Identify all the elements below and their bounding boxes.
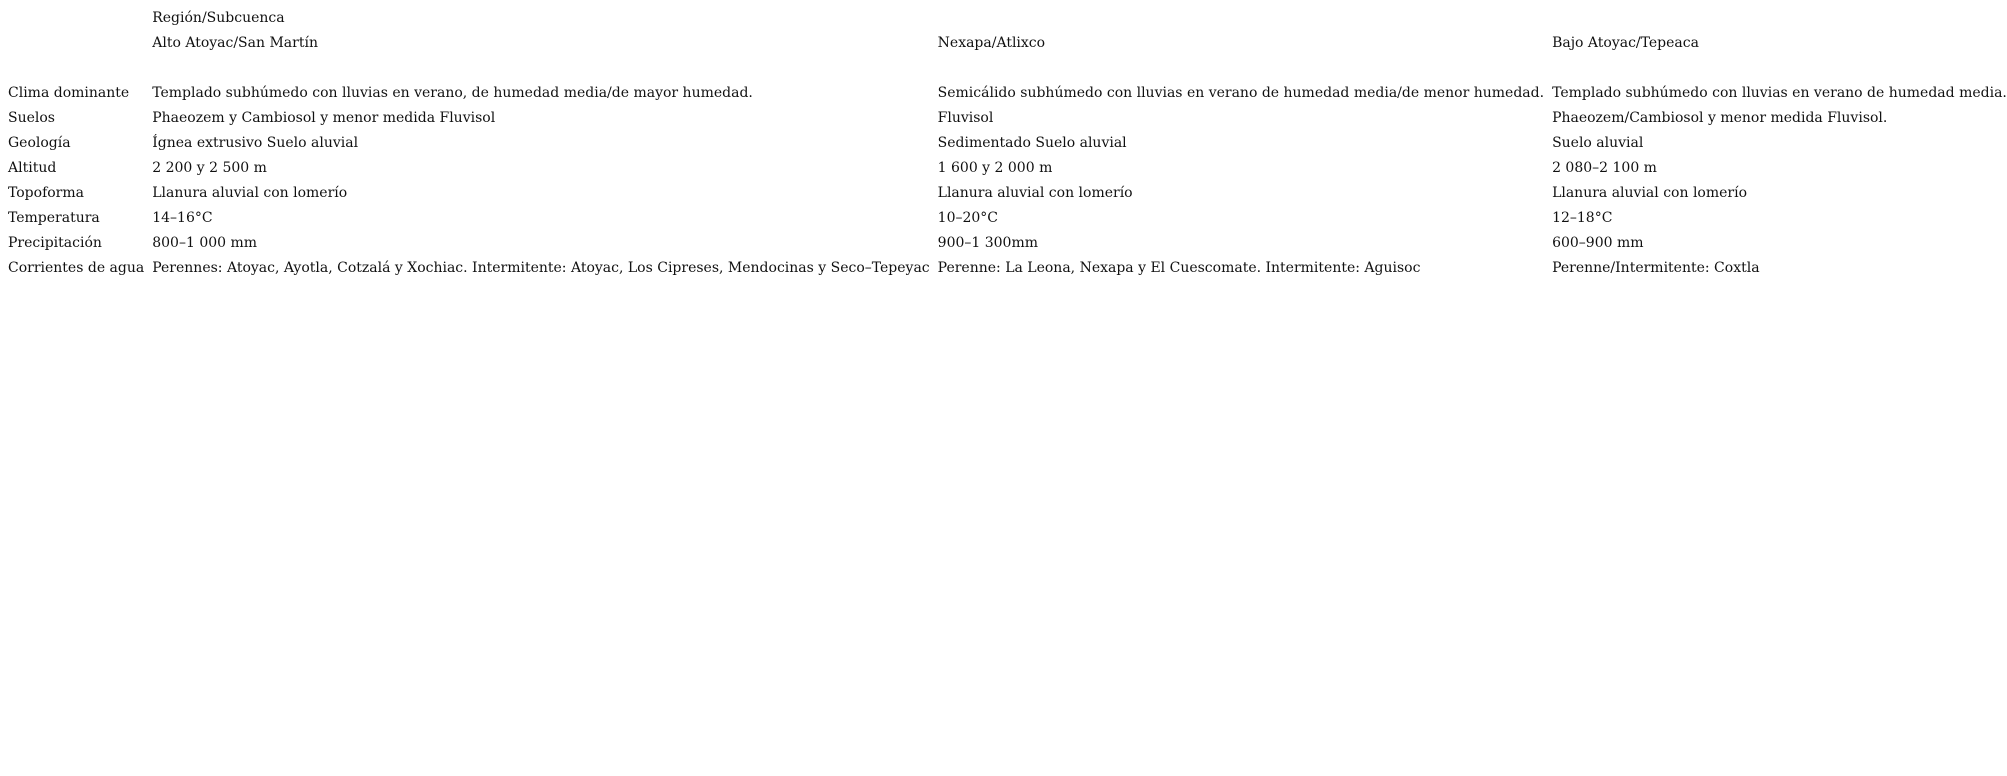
table-cell: Llanura aluvial con lomerío bbox=[1552, 185, 1748, 201]
table-cell: Sedimentado Suelo aluvial bbox=[937, 135, 1127, 151]
table-cell: 14–16°C bbox=[152, 210, 213, 226]
table-cell: Ígnea extrusivo Suelo aluvial bbox=[152, 135, 359, 151]
column-header: Alto Atoyac/San Martín bbox=[152, 35, 318, 51]
table-row bbox=[0, 256, 2007, 281]
table-cell: Llanura aluvial con lomerío bbox=[937, 185, 1133, 201]
table-cell: Phaeozem y Cambiosol y menor medida Fluvisol bbox=[152, 110, 496, 126]
row-label: Corrientes de agua bbox=[8, 260, 145, 276]
table-cell: Templado subhúmedo con lluvias en verano, de humedad media/de mayor humedad. bbox=[152, 85, 753, 101]
table-row bbox=[0, 181, 2007, 206]
table-cell: Llanura aluvial con lomerío bbox=[152, 185, 348, 201]
table-cell: Perenne: La Leona, Nexapa y El Cuescomate. Intermitente: Aguisoc bbox=[937, 260, 1421, 276]
row-label: Clima dominante bbox=[8, 85, 130, 101]
table-row bbox=[0, 231, 2007, 256]
corner-cell bbox=[0, 31, 144, 56]
row-label: Topoforma bbox=[8, 185, 84, 201]
spacer-row bbox=[0, 56, 2007, 81]
table-cell: Perennes: Atoyac, Ayotla, Cotzalá y Xochiac. Intermitente: Atoyac, Los Cipreses, Mendocinas y Seco–Tepeyac bbox=[152, 260, 930, 276]
table-row bbox=[0, 156, 2007, 181]
table-cell: 1 600 y 2 000 m bbox=[937, 160, 1053, 176]
row-label: Suelos bbox=[8, 110, 55, 126]
corner-cell bbox=[0, 6, 144, 31]
table-cell: 2 080–2 100 m bbox=[1552, 160, 1657, 176]
table-cell: 600–900 mm bbox=[1552, 235, 1644, 251]
column-header-row bbox=[0, 31, 2007, 56]
column-header: Nexapa/Atlixco bbox=[937, 35, 1046, 51]
table-cell: Semicálido subhúmedo con lluvias en verano de humedad media/de menor humedad. bbox=[937, 85, 1545, 101]
row-label: Altitud bbox=[8, 160, 57, 176]
table-cell: 12–18°C bbox=[1552, 210, 1613, 226]
table-row bbox=[0, 106, 2007, 131]
table-row bbox=[0, 206, 2007, 231]
table-cell: 900–1 300mm bbox=[937, 235, 1039, 251]
table-cell: Suelo aluvial bbox=[1552, 135, 1644, 151]
table-cell: 800–1 000 mm bbox=[152, 235, 258, 251]
group-header: Región/Subcuenca bbox=[152, 10, 285, 26]
table-row bbox=[0, 81, 2007, 106]
table-cell: Fluvisol bbox=[937, 110, 994, 126]
column-header: Bajo Atoyac/Tepeaca bbox=[1552, 35, 1699, 51]
row-label: Precipitación bbox=[8, 235, 102, 251]
table-cell: 10–20°C bbox=[937, 210, 998, 226]
table-cell: Templado subhúmedo con lluvias en verano de humedad media. bbox=[1552, 85, 2007, 101]
table-cell: Perenne/Intermitente: Coxtla bbox=[1552, 260, 1760, 276]
table-cell: 2 200 y 2 500 m bbox=[152, 160, 267, 176]
group-header-row bbox=[0, 6, 2007, 31]
comparison-table bbox=[0, 6, 2007, 281]
row-label: Geología bbox=[8, 135, 71, 151]
row-label: Temperatura bbox=[8, 210, 100, 226]
table-cell: Phaeozem/Cambiosol y menor medida Fluvisol. bbox=[1552, 110, 1888, 126]
table-row bbox=[0, 131, 2007, 156]
